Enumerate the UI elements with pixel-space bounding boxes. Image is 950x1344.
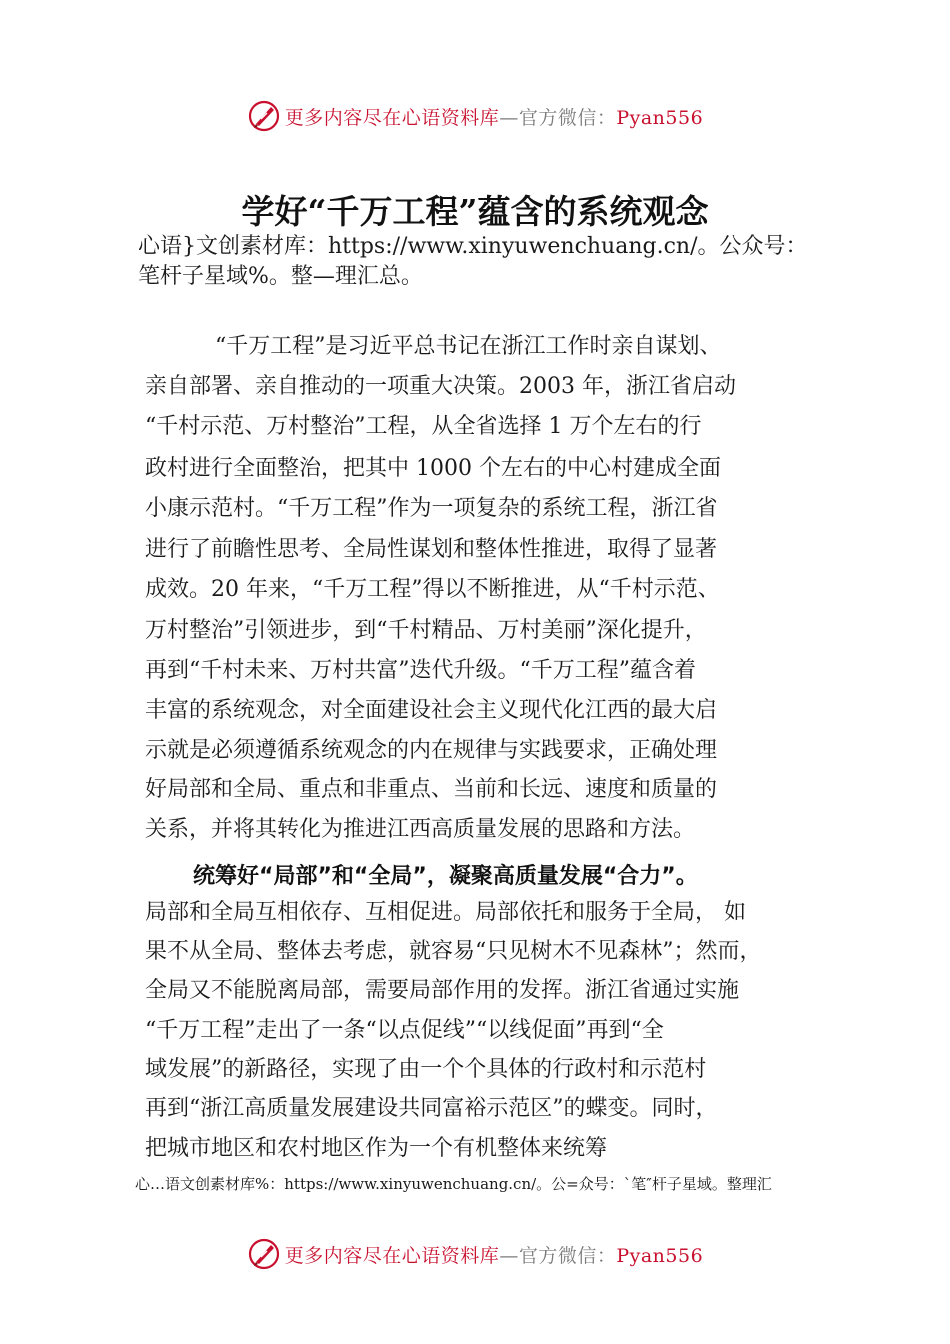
source-line-2: 笔杆子星域%。整—理汇总。 [138,264,423,289]
quill-pen-logo-icon [247,1237,281,1271]
paragraph-1-line: 好局部和全局、重点和非重点、当前和长远、速度和质量的 [145,777,718,802]
paragraph-1-line: 成效。20 年来，“千万工程”得以不断推进，从“千村示范、 [145,577,720,602]
header-banner [0,96,950,136]
section-heading: 统筹好“局部”和“全局”，凝聚高质量发展“合力”。 [193,864,698,889]
banner-wechat-id: Pyan556 [616,1244,704,1267]
footer-source-note: 心…语文创素材库%：https://www.xinyuwenchuang.cn/。公=众号：`笔″杆子星域。整理汇 [135,1175,772,1193]
paragraph-1-line: 亲自部署、亲自推动的一项重大决策。2003 年，浙江省启动 [145,374,736,399]
banner-wechat-label: —官方微信： [499,106,617,129]
paragraph-2-line: 把城市地区和农村地区作为一个有机整体来统筹 [145,1136,608,1161]
paragraph-1-line: “千村示范、万村整治”工程，从全省选择 1 万个左右的行 [145,414,702,439]
paragraph-1-line: 关系，并将其转化为推进江西高质量发展的思路和方法。 [145,817,696,842]
paragraph-2-line: 局部和全局互相依存、互相促进。局部依托和服务于全局， 如 [145,900,746,925]
paragraph-2-line: 果不从全局、整体去考虑，就容易“只见树木不见森林”；然而， [145,939,762,964]
paragraph-2-line: 全局又不能脱离局部，需要局部作用的发挥。浙江省通过实施 [145,978,740,1003]
source-line-1: 心语}文创素材库：https://www.xinyuwenchuang.cn/。公众号： [138,234,808,259]
source-note [138,232,938,292]
quill-pen-logo-icon [247,99,281,133]
paragraph-2-line: “千万工程”走出了一条“以点促线”“以线促面”再到“全 [145,1018,664,1043]
paragraph-2-line: 再到“浙江高质量发展建设共同富裕示范区”的蝶变。同时， [145,1096,718,1121]
footer-banner [0,1234,950,1274]
banner-wechat-label: —官方微信： [499,1244,617,1267]
paragraph-1-line: 政村进行全面整治，把其中 1000 个左右的中心村建成全面 [145,456,721,481]
banner-text [285,103,703,130]
paragraph-1-line: 万村整治”引领进步，到“千村精品、万村美丽”深化提升， [145,618,707,643]
banner-text [285,1241,703,1268]
paragraph-1-line: 进行了前瞻性思考、全局性谋划和整体性推进，取得了显著 [145,537,718,562]
paragraph-1-line: “千万工程”是习近平总书记在浙江工作时亲自谋划、 [193,334,722,359]
document-title: 学好“千万工程”蕴含的系统观念 [241,192,709,231]
paragraph-2-line: 域发展”的新路径，实现了由一个个具体的行政村和示范村 [145,1057,707,1082]
paragraph-1-line: 示就是必须遵循系统观念的内在规律与实践要求，正确处理 [145,738,718,763]
banner-brand-text: 更多内容尽在心语资料库 [284,1244,500,1267]
banner-wechat-id: Pyan556 [616,106,704,129]
paragraph-1-line: 再到“千村未来、万村共富”迭代升级。“千万工程”蕴含着 [145,658,696,683]
banner-brand-text: 更多内容尽在心语资料库 [284,106,500,129]
paragraph-1-line: 丰富的系统观念，对全面建设社会主义现代化江西的最大启 [145,698,718,723]
paragraph-1-line: 小康示范村。“千万工程”作为一项复杂的系统工程，浙江省 [145,496,718,521]
